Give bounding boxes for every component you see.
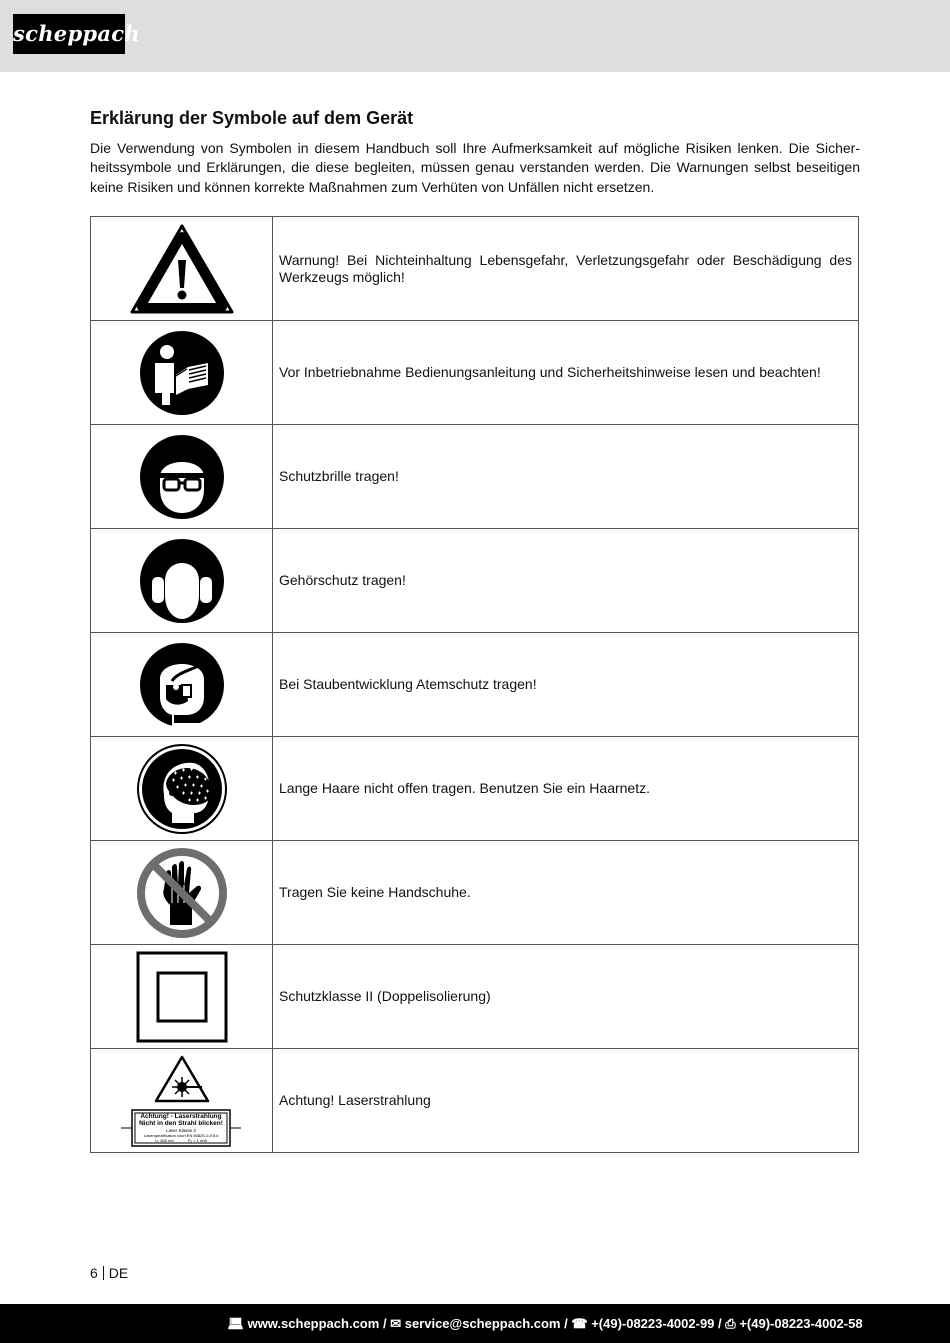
laser-label-line1: Achtung! - Laserstrahlung (140, 1112, 222, 1120)
computer-icon: 💻︎ (227, 1316, 244, 1331)
table-row (91, 945, 859, 1049)
table-row (91, 1049, 859, 1153)
footer-fax: +(49)-08223-4002-58 (739, 1316, 863, 1331)
hairnet-icon (136, 743, 228, 835)
laser-label-power: Pₒ < 1 mW (187, 1138, 208, 1143)
phone-icon: ☎ (571, 1316, 588, 1331)
table-row (91, 841, 859, 945)
page-language: DE (108, 1265, 129, 1281)
symbol-description: Vor Inbetriebnahme Bedienungsanleitung und Sicherheitshinweise lesen und beachten! (273, 321, 859, 425)
ear-protection-icon (138, 537, 226, 625)
symbol-description: Tragen Sie keine Handschuhe. (273, 841, 859, 945)
page-number (90, 1265, 128, 1281)
table-row (91, 529, 859, 633)
table-row (91, 321, 859, 425)
double-insulation-icon (136, 951, 228, 1043)
read-manual-icon (138, 329, 226, 417)
laser-label-line4: Laserspezifikation nach EN 60825-1:2014 (143, 1133, 219, 1138)
safety-goggles-icon (138, 433, 226, 521)
symbol-description: Gehörschutz tragen! (273, 529, 859, 633)
fax-icon: ⎙ (725, 1316, 736, 1331)
symbol-description: Warnung! Bei Nichteinhaltung Lebensgefahr, Verletzungsgefahr oder Beschädigung des Werkzeugs möglich! (273, 217, 859, 321)
footer-band (0, 1304, 950, 1343)
intro-paragraph: Die Verwendung von Symbolen in diesem Handbuch soll Ihre Aufmerksamkeit auf mögliche Risiken lenken. Die Sicher-heitssymbole und Erklärungen, die diese begleiten, müssen genau verstanden werden. Die Warnungen selbst beseitigen keine Risiken und können korrekte Maßnahmen zum Verhüten von Unfällen nicht ersetzen. (90, 140, 860, 195)
footer-email-link[interactable]: service@scheppach.com (404, 1316, 561, 1331)
symbols-table (90, 216, 859, 1153)
table-row (91, 737, 859, 841)
footer-separator: / (718, 1316, 722, 1331)
footer-website-link[interactable]: www.scheppach.com (247, 1316, 380, 1331)
warning-triangle-icon (128, 222, 236, 316)
laser-warning-icon (91, 1053, 272, 1149)
scheppach-logo: scheppach (13, 14, 125, 54)
symbol-description: Lange Haare nicht offen tragen. Benutzen Sie ein Haarnetz. (273, 737, 859, 841)
laser-label-line3: Laser Klasse 2 (166, 1127, 196, 1133)
page-number-divider (103, 1266, 104, 1280)
footer-separator: / (564, 1316, 568, 1331)
footer-separator: / (382, 1316, 387, 1331)
laser-label-wavelength: λ= 650 nm (154, 1138, 174, 1143)
symbol-description: Bei Staubentwicklung Atemschutz tragen! (273, 633, 859, 737)
email-icon: ✉ (390, 1316, 402, 1331)
page-title: Erklärung der Symbole auf dem Gerät (90, 108, 414, 128)
laser-label-line2: Nicht in den Strahl blicken! (139, 1119, 223, 1127)
page-number-value: 6 (90, 1265, 98, 1281)
symbol-description: Achtung! Laserstrahlung (273, 1049, 859, 1153)
table-row (91, 633, 859, 737)
table-row (91, 425, 859, 529)
header-band (0, 0, 950, 72)
table-row (91, 217, 859, 321)
symbol-description: Schutzbrille tragen! (273, 425, 859, 529)
footer-phone: +(49)-08223-4002-99 (591, 1316, 715, 1331)
symbol-description: Schutzklasse II (Doppelisolierung) (273, 945, 859, 1049)
respirator-icon (138, 641, 226, 729)
no-gloves-icon (136, 847, 228, 939)
laser-triangle-icon (154, 1055, 210, 1103)
